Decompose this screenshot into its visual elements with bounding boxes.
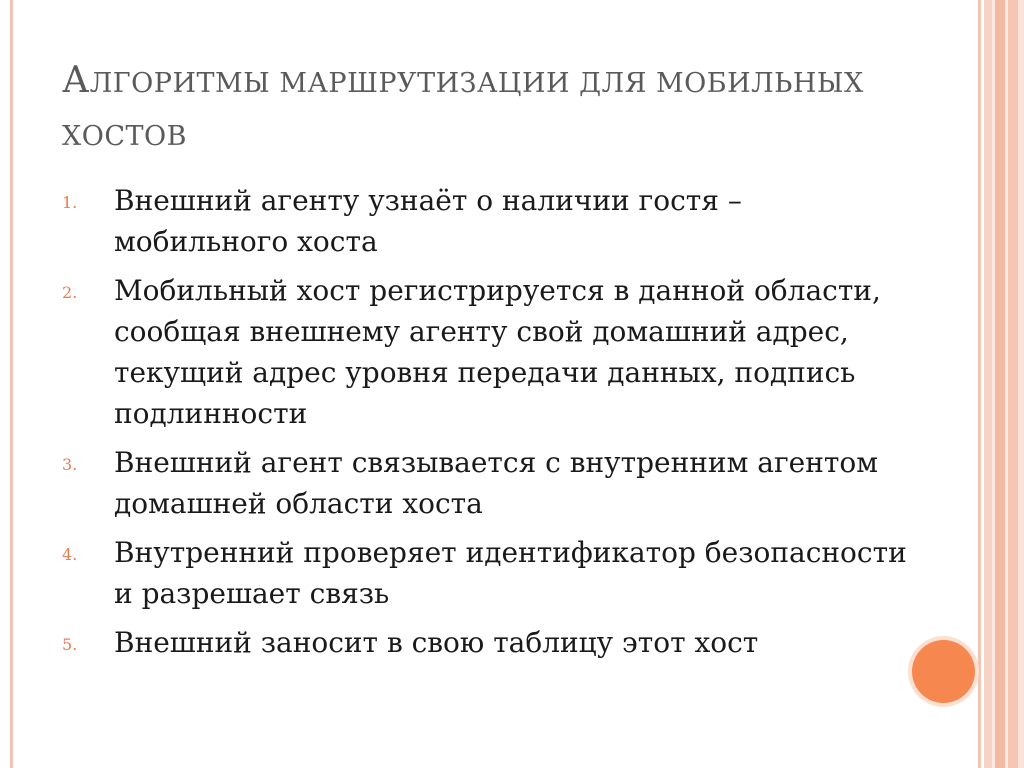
list-item-number: 2. (62, 283, 78, 302)
frame-right-line (978, 0, 981, 768)
slide-title-initial: А (62, 60, 90, 101)
list-item (62, 270, 922, 434)
slide-title (62, 56, 922, 162)
list-item-number: 3. (62, 455, 78, 474)
list-item (62, 532, 922, 614)
list-item-text: Внешний агент связывается с внутренним агентом домашней области хоста (114, 446, 878, 520)
frame-left-line (10, 0, 13, 768)
list-item (62, 442, 922, 524)
decorative-stripe (984, 0, 992, 768)
decorative-stripe (995, 0, 1005, 768)
list-item-number: 5. (62, 635, 78, 654)
list-item-text: Мобильный хост регистрируется в данной области, сообщая внешнему агенту свой домашний адрес, текущий адрес уровня передачи данных, подпись подлинности (114, 274, 881, 430)
list-item-text: Внешний заносит в свою таблицу этот хост (114, 626, 759, 659)
list-item (62, 180, 922, 262)
decorative-stripe (1008, 0, 1018, 768)
list-item-text: Внутренний проверяет идентификатор безопасности и разрешает связь (114, 536, 907, 610)
list-item-number: 4. (62, 545, 78, 564)
slide-title-rest: ЛГОРИТМЫ МАРШРУТИЗАЦИИ ДЛЯ МОБИЛЬНЫХ ХОСТОВ (62, 68, 864, 152)
decorative-stripe (1018, 0, 1024, 768)
list-item-number: 1. (62, 193, 78, 212)
numbered-list (62, 180, 922, 673)
list-item-text: Внешний агенту узнаёт о наличии гостя – мобильного хоста (114, 184, 742, 258)
list-item (62, 622, 922, 665)
